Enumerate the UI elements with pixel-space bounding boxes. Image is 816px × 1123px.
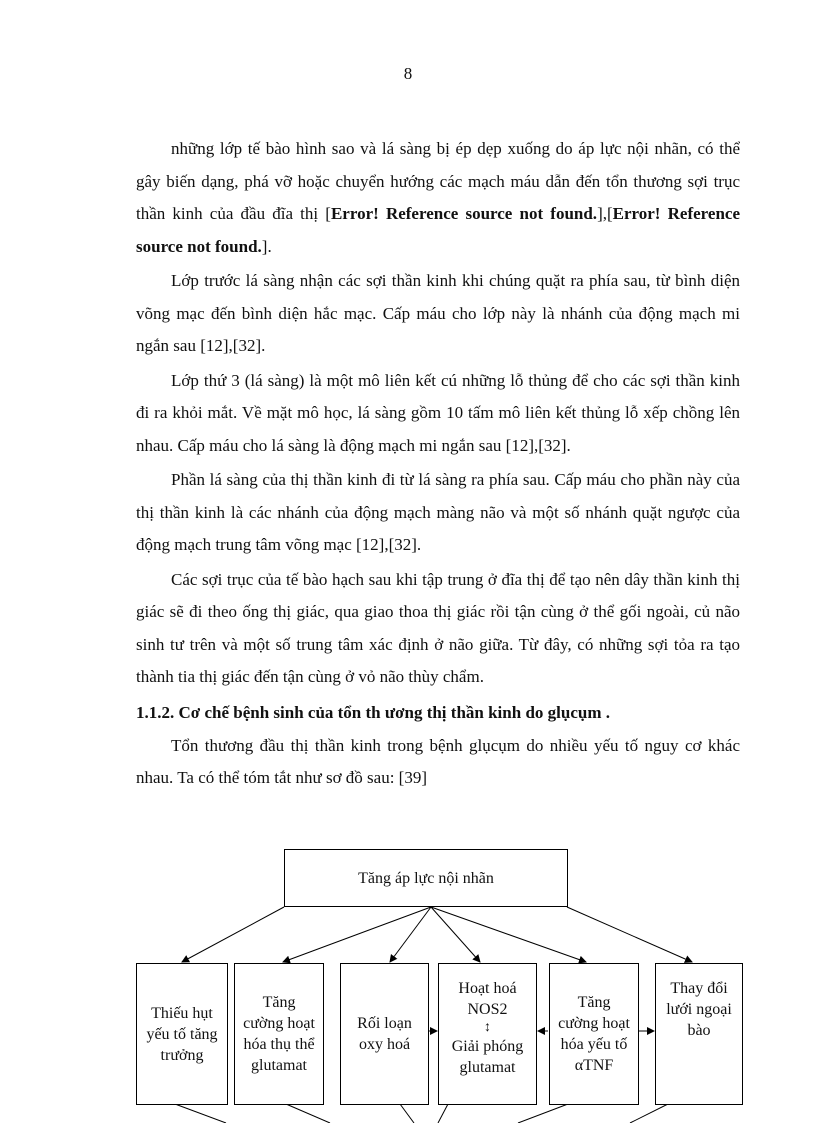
lower-connector-5 — [518, 1104, 568, 1123]
paragraph-5: Các sợi trục của tế bào hạch sau khi tập trung ở đĩa thị để tạo nên dây thần kinh thị giác sẽ đi theo ống thị giác, qua giao thoa thị giác rồi tận cùng ở thể gối ngoài, củ não sinh tư trên và một số trung tâm xác định ở não giữa. Từ đây, có những sợi tỏa ra tạo thành tia thị giác đến tận cùng ở vỏ não thùy chẩm. — [136, 569, 740, 686]
box-6-label: Thay đổi lưới ngoại bào — [666, 980, 732, 1039]
top-box-label: Tăng áp lực nội nhãn — [358, 869, 494, 887]
box-4-lower-label: Giải phóng glutamat — [451, 1038, 524, 1076]
bracket-end: ]. — [261, 236, 272, 256]
lower-connector-3 — [400, 1104, 414, 1123]
lower-connector-2 — [286, 1104, 330, 1123]
up-down-arrow-icon: ↕ — [484, 1020, 491, 1035]
arrow-to-box-3 — [390, 907, 431, 962]
arrow-to-box-2 — [283, 907, 431, 962]
lower-connector-6 — [630, 1104, 668, 1123]
paragraph-4: Phần lá sàng của thị thần kinh đi từ lá sàng ra phía sau. Cấp máu cho phần này của thị thần kinh là các nhánh của động mạch màng não và một số nhánh quặt ngược của động mạch trung tâm võng mạc [12],[32]. — [136, 470, 740, 554]
reference-error-2: Error! Reference source not found. — [136, 204, 740, 256]
box-3-label: Rối loạn oxy hoá — [357, 1015, 412, 1053]
section-heading: 1.1.2. Cơ chế bệnh sinh của tổn th ương thị thần kinh do glụcụm . — [136, 702, 610, 722]
box-2-label: Tăng cường hoạt hóa thụ thể glutamat — [243, 994, 315, 1074]
box-4-label: Hoạt hoá NOS2 — [458, 980, 517, 1018]
arrow-to-box-5 — [431, 907, 586, 962]
box-growth-factor — [136, 963, 228, 1105]
reference-error-1: Error! Reference source not found. — [330, 204, 598, 223]
diagram-intro: Tổn thương đầu thị thần kinh trong bệnh glụcụm do nhiều yếu tố nguy cơ khác nhau. Ta có thể tóm tắt như sơ đồ sau: [39] — [136, 735, 740, 787]
arrow-to-box-6 — [567, 907, 692, 962]
box-1-label: Thiếu hụt yếu tố tăng trưởng — [146, 1004, 218, 1064]
box-extracellular — [655, 963, 743, 1105]
paragraph-1 — [136, 133, 740, 263]
box-5-label: Tăng cường hoạt hóa yếu tố αTNF — [558, 994, 630, 1074]
page-number: 8 — [403, 64, 413, 83]
lower-connector-1 — [175, 1104, 226, 1123]
paragraph-3: Lớp thứ 3 (lá sàng) là một mô liên kết cú những lỗ thủng để cho các sợi thần kinh đi ra khỏi mắt. Về mặt mô học, lá sàng gồm 10 tấm mô liên kết thủng lỗ xếp chồng lên nhau. Cấp máu cho lá sàng là động mạch mi ngắn sau [12],[32]. — [136, 370, 740, 455]
paragraph-1-text: những lớp tế bào hình sao và lá sàng bị ép dẹp xuống do áp lực nội nhãn, có thể gây biến dạng, phá vỡ hoặc chuyển hướng các mạch máu dẫn đến tổn thương sợi trục thần kinh của đầu đĩa thị [ — [136, 139, 740, 223]
top-box — [284, 849, 568, 907]
paragraph-2: Lớp trước lá sàng nhận các sợi thần kinh khi chúng quặt ra phía sau, từ bình diện võng mạc đến bình diện hắc mạc. Cấp máu cho lớp này là nhánh của động mạch mi ngắn sau [12],[32]. — [136, 271, 740, 355]
box-oxidation — [340, 963, 429, 1105]
arrow-to-box-1 — [182, 907, 284, 962]
arrow-to-box-4 — [431, 907, 480, 962]
box-nos2 — [438, 963, 537, 1105]
box-tnf — [549, 963, 639, 1105]
box-glutamate-receptor — [234, 963, 324, 1105]
lower-connector-4 — [438, 1104, 448, 1123]
bracket-separator: ],[ — [597, 204, 613, 223]
body-text — [136, 133, 740, 797]
